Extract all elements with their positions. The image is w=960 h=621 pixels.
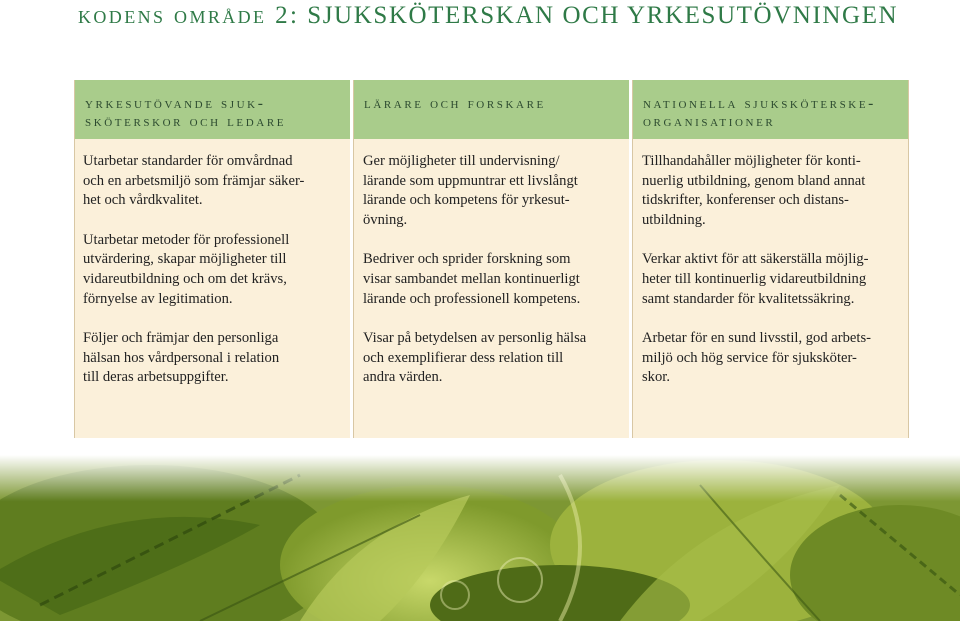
paragraph: Utarbetar standarder för omvårdnad och en arbetsmiljö som främjar säker- het och vårdkvalitet. [83,153,305,209]
column-body [633,139,908,438]
column-organisations [632,80,909,438]
column-body [75,139,350,438]
column-educators [353,80,629,438]
paragraph: Tillhandahåller möjligheter för konti- nuerlig utbildning, genom bland annat tidskrifter, konferenser och distans- utbildning. [642,153,866,228]
paragraph: Verkar aktivt för att säkerställa möjlig- heter till kontinuerlig vidareutbildning samt standarder för kvalitetssäkring. [642,251,869,307]
decorative-leaf-photo [0,455,960,621]
page-title [78,2,898,30]
responsibility-table [74,80,909,438]
paragraph: Följer och främjar den personliga hälsan hos vårdpersonal i relation till deras arbetsuppgifter. [83,330,280,386]
column-header [75,80,350,139]
paragraph: Arbetar för en sund livsstil, god arbets- miljö och hög service för sjuksköter- skor. [642,330,871,386]
column-header [633,80,908,139]
page-title-main: SJUKSKÖTERSKAN OCH YRKESUTÖVNINGEN [307,2,899,29]
paragraph: Utarbetar metoder för professionell utvärdering, skapar möjligheter till vidareutbildning och om det krävs, förnyelse av legitimation. [83,231,290,307]
column-header-text: nationella sjuksköterske- organisationer [643,95,876,130]
column-header-text: yrkesutövande sjuk- sköterskor och ledare [85,95,287,130]
column-header-text: lärare och forskare [364,95,546,112]
paragraph: Ger möjligheter till undervisning/ lärande som uppmuntrar ett livslångt lärande och kompetens för yrkesut- övning. [363,153,578,228]
page-title-kicker: kodens område 2: [78,2,300,29]
column-header [354,80,629,139]
paragraph: Visar på betydelsen av personlig hälsa och exemplifierar dess relation till andra värden. [363,330,587,386]
paragraph: Bedriver och sprider forskning som visar sambandet mellan kontinuerligt lärande och professionell kompetens. [363,251,581,307]
column-practitioners [74,80,350,438]
column-body [354,139,629,438]
